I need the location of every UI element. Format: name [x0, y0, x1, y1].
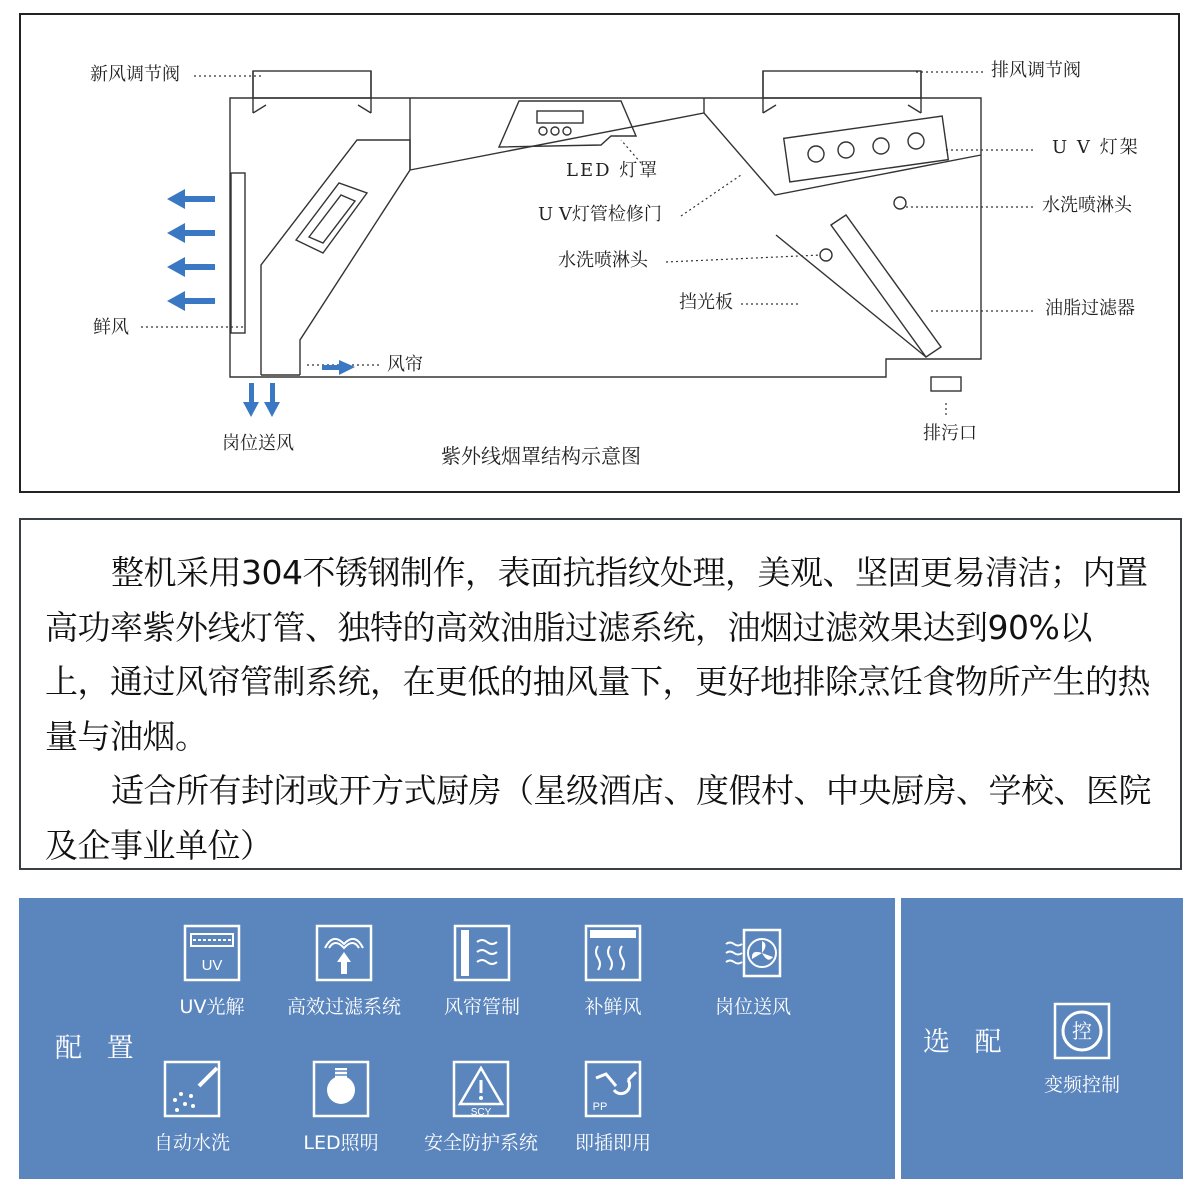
feature-filter-system [269, 924, 419, 1019]
feature-label: 变频控制 [1043, 1074, 1120, 1096]
grease-filter [831, 215, 941, 357]
label-uv-rack: U V 灯架 [1052, 137, 1140, 158]
hood-structure-diagram [19, 13, 1180, 493]
exhaust-damper [763, 71, 921, 98]
frequency-control-icon [1053, 1002, 1111, 1060]
feature-plug-and-play [538, 1060, 688, 1155]
fresh-air-arrow [167, 257, 215, 277]
config-title: 配 置 [55, 1033, 142, 1064]
spray-head-center [820, 249, 832, 261]
optional-config-panel [901, 898, 1183, 1179]
feature-uv [137, 924, 287, 1019]
air-curtain-icon [453, 924, 511, 982]
drain-pipe [931, 377, 961, 391]
water-spray-icon [163, 1060, 221, 1118]
fresh-air-damper [253, 71, 371, 98]
feature-label: 补鲜风 [584, 996, 642, 1018]
label-air-curtain: 风帘 [387, 354, 423, 375]
fresh-air-icon [584, 924, 642, 982]
station-supply-arrow [243, 383, 280, 417]
uv-lamp-icon [183, 924, 241, 982]
label-led-cover: LED 灯罩 [566, 160, 660, 181]
feature-led-light [266, 1060, 416, 1155]
hood-outline [230, 98, 981, 377]
svg-text:SCY: SCY [470, 1107, 492, 1118]
label-grease-filter: 油脂过滤器 [1045, 298, 1135, 319]
description-paragraph-2: 适合所有封闭或开方式厨房（星级酒店、度假村、中央厨房、学校、医院及企事业单位） [45, 771, 1151, 865]
description-paragraph-1: 整机采用304不锈钢制作，表面抗指纹处理，美观、坚固更易清洁；内置高功率紫外线灯管、独特的高效油脂过滤系统，油烟过滤效果达到90%以上，通过风帘管制系统，在更低的抽风量下，更好地排除烹饪食物所产生的热量与油烟。 [45, 553, 1150, 756]
label-drain: 排污口 [923, 423, 977, 444]
feature-air-curtain [407, 924, 557, 1019]
feature-label: 安全防护系统 [423, 1132, 538, 1154]
feature-label: 岗位送风 [714, 996, 791, 1018]
label-fresh-air-damper: 新风调节阀 [90, 64, 180, 85]
label-uv-door: U V灯管检修门 [538, 204, 662, 225]
svg-text:UV: UV [201, 957, 223, 974]
light-bulb-icon [312, 1060, 370, 1118]
feature-fresh-air [538, 924, 688, 1019]
feature-station-supply [678, 924, 828, 1019]
left-nozzle-box [296, 183, 367, 253]
feature-label: 风帘管制 [443, 996, 520, 1018]
svg-text:控: 控 [1072, 1019, 1092, 1043]
feature-safety [406, 1060, 556, 1155]
feature-label: LED照明 [303, 1132, 379, 1154]
description-panel [19, 518, 1182, 870]
svg-text:PP: PP [592, 1101, 608, 1113]
optional-title: 选 配 [923, 1027, 1010, 1058]
feature-label: UV光解 [179, 996, 245, 1018]
fresh-air-duct [261, 140, 410, 375]
feature-label: 自动水洗 [153, 1132, 230, 1154]
fresh-air-arrow [167, 189, 215, 209]
fresh-air-arrow [167, 291, 215, 311]
warning-icon [452, 1060, 510, 1118]
uv-rack [784, 116, 949, 182]
config-panel [19, 898, 895, 1179]
feature-frequency-control [1007, 1002, 1157, 1097]
feature-label: 高效过滤系统 [286, 996, 401, 1018]
label-station-supply: 岗位送风 [222, 433, 294, 454]
label-spray-head-right: 水洗喷淋头 [1042, 195, 1132, 216]
spray-head-right [894, 197, 906, 209]
feature-auto-wash [117, 1060, 267, 1155]
air-curtain-arrow [322, 360, 355, 375]
diagram-title: 紫外线烟罩结构示意图 [441, 444, 641, 468]
label-baffle: 挡光板 [679, 292, 733, 313]
filter-system-icon [315, 924, 373, 982]
label-exhaust-damper: 排风调节阀 [991, 60, 1081, 81]
feature-label: 即插即用 [574, 1132, 651, 1154]
fan-icon [724, 924, 782, 982]
plug-icon [584, 1060, 642, 1118]
label-fresh-air: 鲜风 [93, 317, 129, 338]
label-spray-head-center: 水洗喷淋头 [558, 250, 648, 271]
fresh-air-arrow [167, 223, 215, 243]
